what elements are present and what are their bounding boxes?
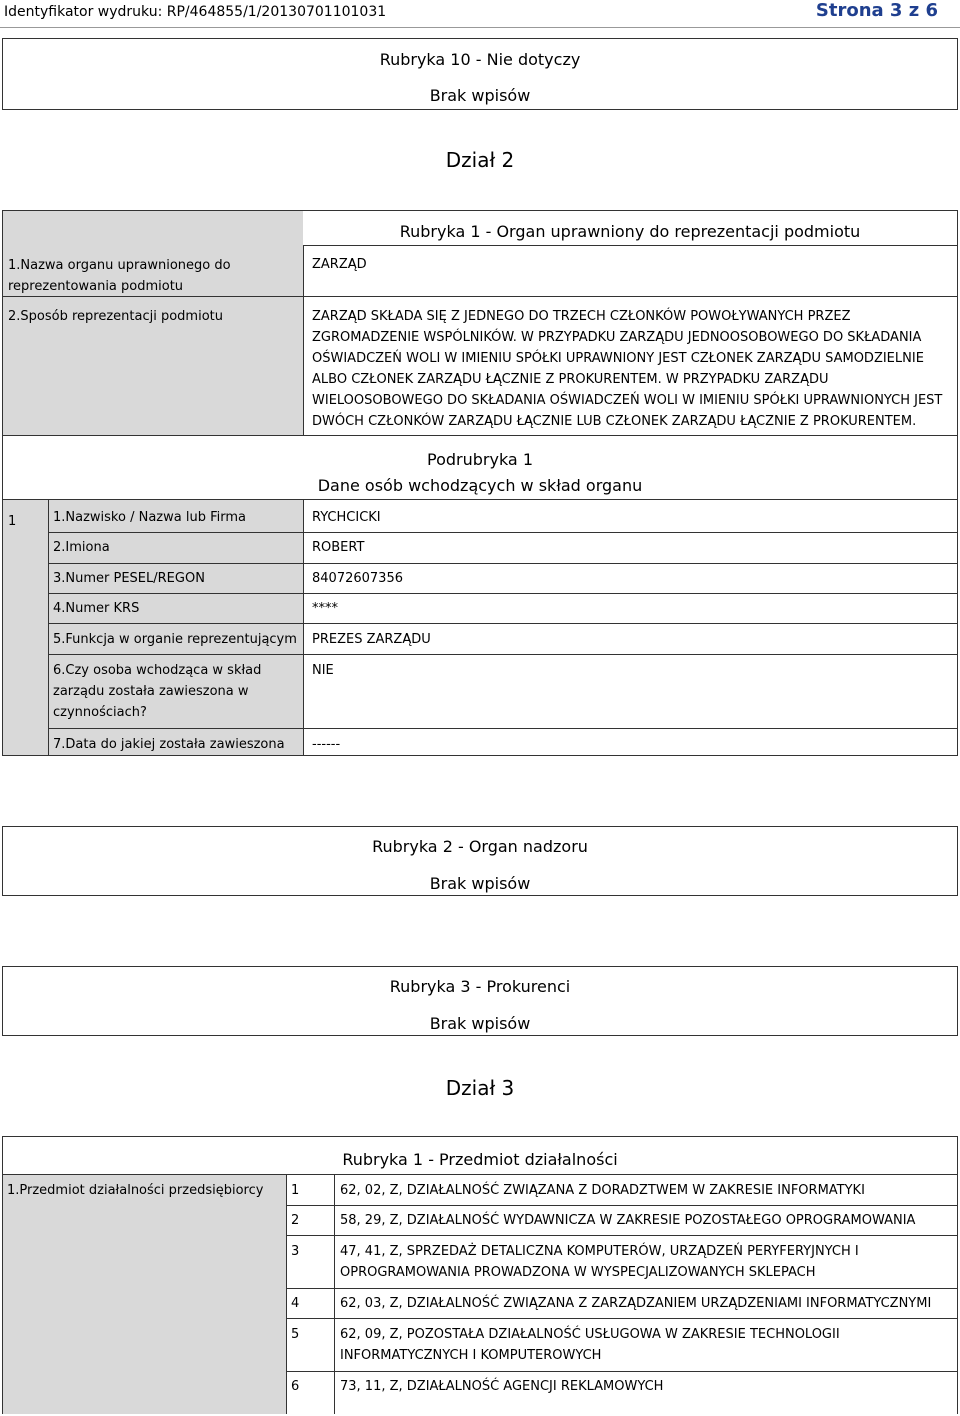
page-number: Strona 3 z 6 [815, 0, 938, 21]
activity-text: 62, 02, Z, DZIAŁALNOŚĆ ZWIĄZANA Z DORADZTWEM W ZAKRESIE INFORMATYKI [340, 1183, 865, 1198]
person-suspension-date-label: 7.Data do jakiej została zawieszona [53, 737, 285, 752]
podrubryka-subtitle: Dane osób wchodzących w skład organu [317, 476, 643, 495]
activity-text: 73, 11, Z, DZIAŁALNOŚĆ AGENCJI REKLAMOWYCH [340, 1379, 664, 1394]
field-representation-label: 2.Sposób reprezentacji podmiotu [8, 309, 223, 324]
person-function-label: 5.Funkcja w organie reprezentującym [53, 632, 297, 647]
print-identifier: Identyfikator wydruku: RP/464855/1/20130701101031 [4, 4, 387, 20]
rubryka3-title: Rubryka 3 - Prokurenci [389, 977, 571, 996]
activity-number: 2 [291, 1213, 300, 1228]
person-firstname-value: ROBERT [312, 540, 365, 555]
activity-number: 6 [291, 1379, 300, 1394]
field-representation-value: ZARZĄD SKŁADA SIĘ Z JEDNEGO DO TRZECH CZŁONKÓW POWOŁYWANYCH PRZEZ ZGROMADZENIE WSPÓLNIKÓW. W PRZYPADKU ZARZĄDU JEDNOOSOBOWEGO DO SKŁADANIA OŚWIADCZEŃ WOLI W IMIENIU SPÓŁKI UPRAWNIONY JEST CZŁONEK ZARZĄDU SAMODZIELNIE ALBO CZŁONEK ZARZĄDU ŁĄCZNIE Z PROKURENTEM. W PRZYPADKU ZARZĄDU WIELOOSOBOWEGO DO SKŁADANIA OŚWIADCZEŃ WOLI W IMIENIU SPÓŁKI UPRAWNIONYCH JEST DWÓCH CZŁONKÓW ZARZĄDU ŁĄCZNIE LUB CZŁONEK ZARZĄDU ŁĄCZNIE Z PROKURENTEM. [312, 309, 943, 429]
person-krs-label: 4.Numer KRS [53, 601, 140, 616]
podrubryka-title: Podrubryka 1 [427, 450, 533, 469]
person-suspension-date-value: ------ [312, 737, 341, 752]
person-surname-label: 1.Nazwisko / Nazwa lub Firma [53, 510, 246, 525]
rubryka1-przedmiot-title: Rubryka 1 - Przedmiot działalności [342, 1150, 618, 1169]
przedmiot-label: 1.Przedmiot działalności przedsiębiorcy [7, 1183, 264, 1198]
person-pesel-label: 3.Numer PESEL/REGON [53, 571, 205, 586]
dzial2-title: Dział 2 [445, 148, 515, 172]
activity-number: 4 [291, 1296, 300, 1311]
person-firstname-label: 2.Imiona [53, 540, 110, 555]
person-surname-value: RYCHCICKI [312, 510, 381, 525]
person-pesel-value: 84072607356 [312, 571, 403, 586]
person-suspended-label: 6.Czy osoba wchodząca w skład zarządu została zawieszona w czynnościach? [53, 663, 262, 720]
activity-text: 62, 09, Z, POZOSTAŁA DZIAŁALNOŚĆ USŁUGOWA W ZAKRESIE TECHNOLOGII INFORMATYCZNYCH I KOMPUTEROWYCH [340, 1327, 840, 1363]
rubryka2-title: Rubryka 2 - Organ nadzoru [372, 837, 588, 856]
person-function-value: PREZES ZARZĄDU [312, 632, 431, 647]
activity-number: 1 [291, 1183, 300, 1198]
person-suspended-value: NIE [312, 663, 334, 678]
field-organ-name-value: ZARZĄD [312, 257, 367, 272]
activity-text: 58, 29, Z, DZIAŁALNOŚĆ WYDAWNICZA W ZAKRESIE POZOSTAŁEGO OPROGRAMOWANIA [340, 1213, 916, 1228]
rubryka3-status: Brak wpisów [429, 1014, 531, 1033]
field-organ-name-label: 1.Nazwa organu uprawnionego do reprezentowania podmiotu [8, 258, 231, 294]
rubryka10-title: Rubryka 10 - Nie dotyczy [379, 50, 581, 69]
entry-number: 1 [8, 514, 17, 529]
activity-number: 5 [291, 1327, 300, 1342]
rubryka2-status: Brak wpisów [429, 874, 531, 893]
dzial3-title: Dział 3 [445, 1076, 515, 1100]
rubryka1-organ-title: Rubryka 1 - Organ uprawniony do reprezentacji podmiotu [399, 222, 861, 241]
activity-text: 47, 41, Z, SPRZEDAŻ DETALICZNA KOMPUTERÓW, URZĄDZEŃ PERYFERYJNYCH I OPROGRAMOWANIA PROWADZONA W WYSPECJALIZOWANYCH SKLEPACH [340, 1244, 859, 1280]
activity-text: 62, 03, Z, DZIAŁALNOŚĆ ZWIĄZANA Z ZARZĄDZANIEM URZĄDZENIAMI INFORMATYCZNYMI [340, 1296, 932, 1311]
przedmiot-label-bg [3, 1175, 286, 1414]
rubryka10-status: Brak wpisów [429, 86, 531, 105]
entry-number-bg [3, 499, 48, 755]
person-krs-value: **** [312, 601, 338, 616]
activity-number: 3 [291, 1244, 300, 1259]
